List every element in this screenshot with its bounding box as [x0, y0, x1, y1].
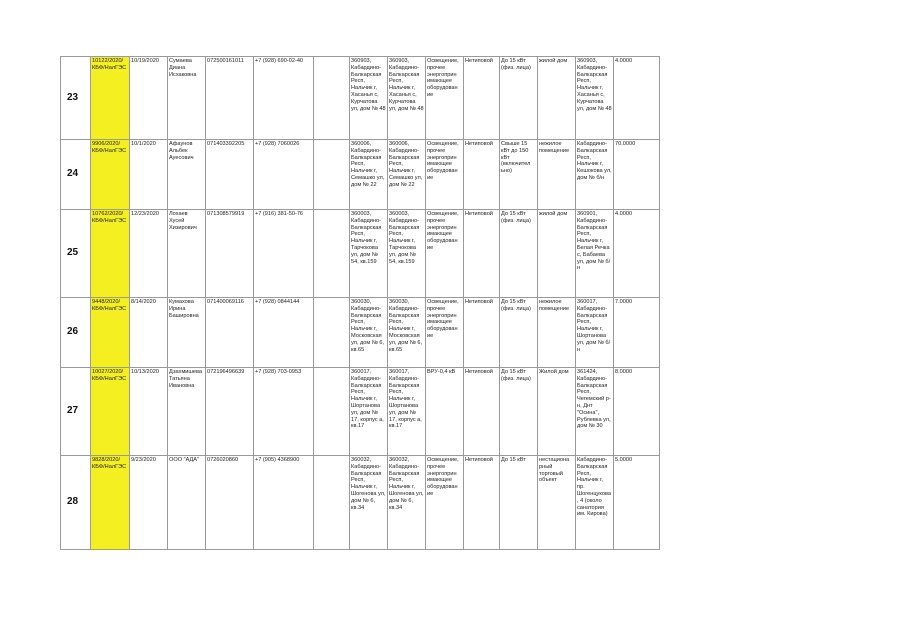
- power-category-cell: До 15 кВт: [500, 456, 538, 550]
- connection-purpose-cell: Освещение, прочее энергоприн имающее оборудован ие: [426, 456, 464, 550]
- contract-type-cell: Нетиповой: [464, 456, 500, 550]
- request-number-cell: 9828/2020/КБФ/НалГЭС: [91, 456, 130, 550]
- empty-cell: [314, 456, 350, 550]
- connection-requests-table: [60, 56, 660, 550]
- tax-id-cell: 071400069116: [206, 298, 254, 368]
- contract-type-cell: Нетиповой: [464, 140, 500, 210]
- request-date-cell: 9/23/2020: [130, 456, 168, 550]
- requested-power-cell: 4.0000: [614, 57, 660, 140]
- phone-cell: +7 (928) 7060026: [254, 140, 314, 210]
- row-number: 26: [61, 298, 91, 368]
- requested-power-cell: 8.0000: [614, 368, 660, 456]
- object-location-cell: 360017, Кабардино-Балкарская Респ, Нальчик г, Шортанова ул, дом № б/н: [576, 298, 614, 368]
- legal-address-cell: 360006, Кабардино-Балкарская Респ, Нальчик г, Семашко ул, дом № 22: [350, 140, 388, 210]
- power-category-cell: До 15 кВт (физ. лица): [500, 210, 538, 298]
- legal-address-cell: 360030, Кабардино-Балкарская Респ, Нальчик г, Московская ул, дом № 6, кв.65: [350, 298, 388, 368]
- row-number: 24: [61, 140, 91, 210]
- empty-cell: [314, 368, 350, 456]
- object-type-cell: жилой дом: [538, 210, 576, 298]
- power-category-cell: До 15 кВт (физ. лица): [500, 298, 538, 368]
- tax-id-cell: 072196496639: [206, 368, 254, 456]
- object-type-cell: нежилое помещение: [538, 140, 576, 210]
- request-date-cell: 10/13/2020: [130, 368, 168, 456]
- legal-address-cell: 360017, Кабардино-Балкарская Респ, Нальчик г, Шортанова ул, дом № 17, корпус а, кв.17: [350, 368, 388, 456]
- object-location-cell: Кабардино-Балкарская Респ, Нальчик г, пр. Шогенцукова, 4 (около санатория им. Кирова): [576, 456, 614, 550]
- tax-id-cell: 071308579919: [206, 210, 254, 298]
- postal-address-cell: 360003, Кабардино-Балкарская Респ, Нальчик г, Тарчокова ул, дом № 54, кв.159: [388, 210, 426, 298]
- empty-cell: [314, 298, 350, 368]
- connection-purpose-cell: Освещение, прочее энергоприн имающее оборудован ие: [426, 140, 464, 210]
- connection-purpose-cell: Освещение, прочее энергоприн имающее оборудован ие: [426, 298, 464, 368]
- power-category-cell: До 15 кВт (физ. лица): [500, 57, 538, 140]
- applicant-name-cell: Сумаева Диана Исхаковна: [168, 57, 206, 140]
- phone-cell: +7 (905) 4368900: [254, 456, 314, 550]
- row-number: 28: [61, 456, 91, 550]
- requested-power-cell: 70.0000: [614, 140, 660, 210]
- request-number-cell: 10762/2020/КБФ/НалГЭС: [91, 210, 130, 298]
- contract-type-cell: Нетиповой: [464, 57, 500, 140]
- legal-address-cell: 360903, Кабардино-Балкарская Респ, Нальчик г, Хасанья с, Курчатова ул, дом № 48: [350, 57, 388, 140]
- phone-cell: +7 (928) 0844144: [254, 298, 314, 368]
- requested-power-cell: 7.0000: [614, 298, 660, 368]
- connection-purpose-cell: ВРУ-0,4 кВ: [426, 368, 464, 456]
- contract-type-cell: Нетиповой: [464, 298, 500, 368]
- request-date-cell: 8/14/2020: [130, 298, 168, 368]
- request-date-cell: 10/19/2020: [130, 57, 168, 140]
- postal-address-cell: 360903, Кабардино-Балкарская Респ, Нальчик г, Хасанья с, Курчатова ул, дом № 48: [388, 57, 426, 140]
- requested-power-cell: 4.0000: [614, 210, 660, 298]
- request-number-cell: 10122/2020/КБФ/НалГЭС: [91, 57, 130, 140]
- request-date-cell: 12/23/2020: [130, 210, 168, 298]
- object-type-cell: нежилое помещение: [538, 298, 576, 368]
- request-number-cell: 9906/2020/КБФ/НалГЭС: [91, 140, 130, 210]
- power-category-cell: Свыше 15 кВт до 150 кВт (включител ьно): [500, 140, 538, 210]
- object-location-cell: 361424, Кабардино-Балкарская Респ, Чегемский р-н, Днт "Осина", Рублевка ул, дом № 30: [576, 368, 614, 456]
- table-row: [61, 368, 660, 456]
- phone-cell: +7 (928) 690-02-40: [254, 57, 314, 140]
- power-category-cell: До 15 кВт (физ. лица): [500, 368, 538, 456]
- row-number: 25: [61, 210, 91, 298]
- connection-purpose-cell: Освещение, прочее энергоприн имающее оборудован ие: [426, 210, 464, 298]
- empty-cell: [314, 210, 350, 298]
- object-location-cell: 360903, Кабардино-Балкарская Респ, Нальчик г, Хасанья с, Курчатова ул, дом № 48: [576, 57, 614, 140]
- applicant-name-cell: Лохаев Хусей Хизирович: [168, 210, 206, 298]
- row-number: 27: [61, 368, 91, 456]
- object-location-cell: 360901, Кабардино-Балкарская Респ, Нальчик г, Белая Речка с, Бабаева ул, дом № б/н: [576, 210, 614, 298]
- tax-id-cell: 0726020860: [206, 456, 254, 550]
- object-type-cell: нестациона рный торговый объект: [538, 456, 576, 550]
- connection-purpose-cell: Освещение, прочее энергоприн имающее оборудован ие: [426, 57, 464, 140]
- empty-cell: [314, 140, 350, 210]
- tax-id-cell: 071403392205: [206, 140, 254, 210]
- phone-cell: +7 (928) 703-0953: [254, 368, 314, 456]
- legal-address-cell: 360003, Кабардино-Балкарская Респ, Нальчик г, Тарчокова ул, дом № 54, кв.159: [350, 210, 388, 298]
- object-type-cell: жилой дом: [538, 57, 576, 140]
- empty-cell: [314, 57, 350, 140]
- object-type-cell: Жилой дом: [538, 368, 576, 456]
- registry-table-page: [60, 56, 658, 550]
- phone-cell: +7 (916) 381-50-76: [254, 210, 314, 298]
- legal-address-cell: 360032, Кабардино-Балкарская Респ, Нальчик г, Шогенова ул, дом № 6, кв.34: [350, 456, 388, 550]
- postal-address-cell: 360017, Кабардино-Балкарская Респ, Нальчик г, Шортанова ул, дом № 17, корпус а, кв.17: [388, 368, 426, 456]
- table-row: [61, 298, 660, 368]
- table-row: [61, 456, 660, 550]
- applicant-name-cell: Афаунов Альбек Ауесович: [168, 140, 206, 210]
- tax-id-cell: 072500161011: [206, 57, 254, 140]
- table-row: [61, 140, 660, 210]
- contract-type-cell: Нетиповой: [464, 210, 500, 298]
- request-number-cell: 10027/2020/КБФ/НалГЭС: [91, 368, 130, 456]
- table-row: [61, 210, 660, 298]
- postal-address-cell: 360006, Кабардино-Балкарская Респ, Нальчик г, Семашко ул, дом № 22: [388, 140, 426, 210]
- request-number-cell: 9448/2020/КБФ/НалГЭС: [91, 298, 130, 368]
- table-body: [61, 57, 660, 550]
- applicant-name-cell: Кумахова Ирина Башировна: [168, 298, 206, 368]
- postal-address-cell: 360032, Кабардино-Балкарская Респ, Нальчик г, Шогенова ул, дом № 6, кв.34: [388, 456, 426, 550]
- requested-power-cell: 5.0000: [614, 456, 660, 550]
- table-row: [61, 57, 660, 140]
- object-location-cell: Кабардино-Балкарская Респ, Нальчик г, Кешокова ул, дом № б/н: [576, 140, 614, 210]
- applicant-name-cell: Дзахмишева Татьяна Ивановна: [168, 368, 206, 456]
- applicant-name-cell: ООО "АДА": [168, 456, 206, 550]
- request-date-cell: 10/1/2020: [130, 140, 168, 210]
- contract-type-cell: Нетиповой: [464, 368, 500, 456]
- postal-address-cell: 360030, Кабардино-Балкарская Респ, Нальчик г, Московская ул, дом № 6, кв.65: [388, 298, 426, 368]
- row-number: 23: [61, 57, 91, 140]
